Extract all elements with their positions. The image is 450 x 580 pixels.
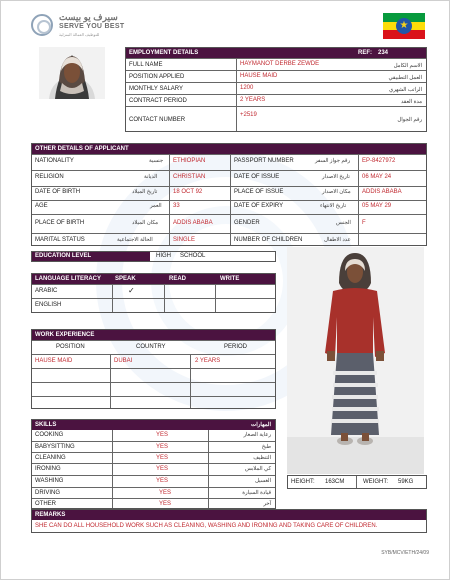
date-of-expiry-label: DATE OF EXPIRY [234, 203, 284, 209]
skill-washing-ar: الغسيل [255, 478, 271, 484]
logo-name: SERVE YOU BEST [59, 23, 125, 30]
marital-status-ar: الحالة الاجتماعية [117, 237, 153, 243]
arabic-speak-check-icon: ✓ [128, 286, 135, 295]
full-name-ar: الاسم الكامل [393, 63, 422, 69]
skill-driving-value: YES [159, 490, 172, 496]
education-level-row [31, 251, 276, 262]
date-of-birth-value: 18 OCT 92 [173, 189, 203, 195]
nationality-ar: جنسية [149, 158, 164, 164]
marital-status-value: SINGLE [173, 237, 196, 243]
skill-cleaning-ar: التنظيف [253, 455, 271, 461]
document-code: SYB/MCV/ETH/24/09 [381, 550, 429, 556]
experience-period-value: 2 YEARS [195, 358, 221, 364]
skill-ironing-label: IRONING [35, 466, 61, 472]
skill-cleaning-value: YES [156, 455, 169, 461]
religion-label: RELIGION [35, 174, 64, 180]
marital-status-label: MARITAL STATUS [35, 237, 85, 243]
date-of-birth-ar: تاريخ الميلاد [132, 189, 158, 195]
place-of-issue-value: ADDIS ABABA [362, 189, 402, 195]
skill-cooking-value: YES [156, 432, 169, 438]
language-header-bar [32, 274, 275, 284]
religion-value: CHRISTIAN [173, 174, 206, 180]
education-level-value-1: HIGH [156, 253, 171, 259]
date-of-issue-ar: تاريخ الاصدار [322, 174, 350, 180]
remarks-box [31, 509, 427, 533]
position-applied-ar: العمل التطبيقي [388, 75, 422, 81]
position-applied-value: HAUSE MAID [240, 73, 278, 79]
ref-value: 234 [378, 50, 389, 56]
skill-ironing-ar: كي الملابس [245, 466, 271, 472]
work-experience-header: WORK EXPERIENCE [32, 330, 275, 340]
full-name-label: FULL NAME [129, 62, 163, 68]
face-photo [39, 47, 105, 99]
education-level-value-2: SCHOOL [180, 253, 206, 259]
position-applied-label: POSITION APPLIED [129, 74, 185, 80]
place-of-birth-ar: مكان الميلاد [132, 220, 159, 226]
contact-number-ar: رقم الجوال [397, 117, 422, 123]
language-header: LANGUAGE LITERACY [35, 276, 101, 282]
height-value: 163CM [325, 479, 345, 485]
write-header: WRITE [220, 276, 240, 282]
place-of-birth-value: ADDIS ABABA [173, 220, 213, 226]
number-of-children-label: NUMBER OF CHILDREN [234, 237, 303, 243]
contract-period-ar: مدة العقد [401, 99, 422, 105]
speak-header: SPEAK [115, 276, 136, 282]
gender-label: GENDER [234, 220, 260, 226]
skill-driving-label: DRIVING [35, 490, 61, 496]
skills-table [31, 419, 276, 509]
company-logo-icon [31, 14, 53, 36]
date-of-birth-label: DATE OF BIRTH [35, 189, 81, 195]
age-ar: العمر [150, 203, 162, 209]
passport-number-label: PASSPORT NUMBER [234, 158, 294, 164]
gender-value: F [362, 220, 366, 226]
position-column-header: POSITION [56, 344, 85, 350]
language-english-label: ENGLISH [35, 302, 62, 308]
skills-header: SKILLS [35, 422, 57, 428]
skill-ironing-value: YES [156, 466, 169, 472]
skill-driving-ar: قيادة السيارة [242, 490, 271, 496]
contact-number-label: CONTACT NUMBER [129, 117, 186, 123]
age-label: AGE [35, 203, 48, 209]
contact-number-value: +2519 [240, 112, 257, 118]
number-of-children-ar: عدد الاطفال [324, 237, 351, 243]
nationality-value: ETHIOPIAN [173, 158, 206, 164]
logo-arabic: سيرف يو بيست [59, 12, 118, 22]
skill-other-label: OTHER [35, 501, 56, 507]
skill-other-value: YES [159, 501, 172, 507]
date-of-issue-label: DATE OF ISSUE [234, 174, 280, 180]
education-level-label: EDUCATION LEVEL [32, 252, 150, 261]
date-of-issue-value: 06 MAY 24 [362, 174, 392, 180]
place-of-issue-ar: مكان الاصدار [322, 189, 351, 195]
date-of-expiry-value: 05 MAY 29 [362, 203, 392, 209]
place-of-issue-label: PLACE OF ISSUE [234, 189, 284, 195]
monthly-salary-label: MONTHLY SALARY [129, 86, 184, 92]
contract-period-value: 2 YEARS [240, 97, 266, 103]
experience-country-value: DUBAI [114, 358, 133, 364]
logo-subtitle: للتوظيف العمالة المنزلية [59, 32, 100, 37]
age-value: 33 [173, 203, 180, 209]
weight-value: 59KG [398, 479, 414, 485]
language-arabic-label: ARABIC [35, 288, 58, 294]
employment-header [126, 48, 426, 58]
experience-position-value: HAUSE MAID [35, 358, 73, 364]
measurements-row [287, 475, 427, 489]
work-experience-table [31, 329, 276, 409]
full-body-photo [287, 247, 424, 474]
period-column-header: PERIOD [224, 344, 248, 350]
skills-header-bar [32, 420, 275, 430]
place-of-birth-label: PLACE OF BIRTH [35, 220, 85, 226]
employment-details-table [125, 47, 427, 132]
weight-label: WEIGHT: [363, 479, 388, 485]
monthly-salary-value: 1200 [240, 85, 254, 91]
nationality-label: NATIONALITY [35, 158, 74, 164]
skill-other-ar: آخر [263, 501, 271, 507]
remarks-header: REMARKS [32, 510, 426, 520]
passport-number-ar: رقم جواز السفر [315, 158, 351, 164]
skill-cooking-ar: رعاية الصغار [243, 432, 271, 438]
skills-header-ar: المهارات [251, 422, 271, 428]
other-details-table [31, 143, 427, 246]
date-of-expiry-ar: تاريخ الانتهاء [320, 203, 347, 209]
skill-babysitting-label: BABYSITTING [35, 444, 75, 450]
skill-cleaning-label: CLEANING [35, 455, 66, 461]
country-column-header: COUNTRY [136, 344, 166, 350]
remarks-text: SHE CAN DO ALL HOUSEHOLD WORK SUCH AS CLEANING, WASHING AND IRONING AND TAKING CARE OF CHILDREN. [35, 523, 378, 529]
read-header: READ [169, 276, 187, 282]
other-details-header: OTHER DETAILS OF APPLICANT [32, 144, 426, 154]
religion-ar: الديانة [144, 174, 158, 180]
full-name-value: HAYMANOT DERBE ZEWDE [240, 61, 320, 67]
passport-number-value: EP-8427972 [362, 158, 396, 164]
skill-cooking-label: COOKING [35, 432, 64, 438]
contract-period-label: CONTRACT PERIOD [129, 98, 187, 104]
skill-babysitting-ar: طبخ [261, 444, 271, 450]
employment-header-label: EMPLOYMENT DETAILS [129, 50, 199, 56]
monthly-salary-ar: الراتب الشهري [389, 87, 422, 93]
skill-washing-label: WASHING [35, 478, 64, 484]
language-literacy-table [31, 273, 276, 313]
height-label: HEIGHT: [291, 479, 315, 485]
ethiopia-flag-icon: ★ [383, 13, 425, 39]
ref-label: REF: [358, 50, 372, 56]
skill-babysitting-value: YES [156, 444, 169, 450]
skill-washing-value: YES [156, 478, 169, 484]
gender-ar: الجنس [336, 220, 351, 226]
